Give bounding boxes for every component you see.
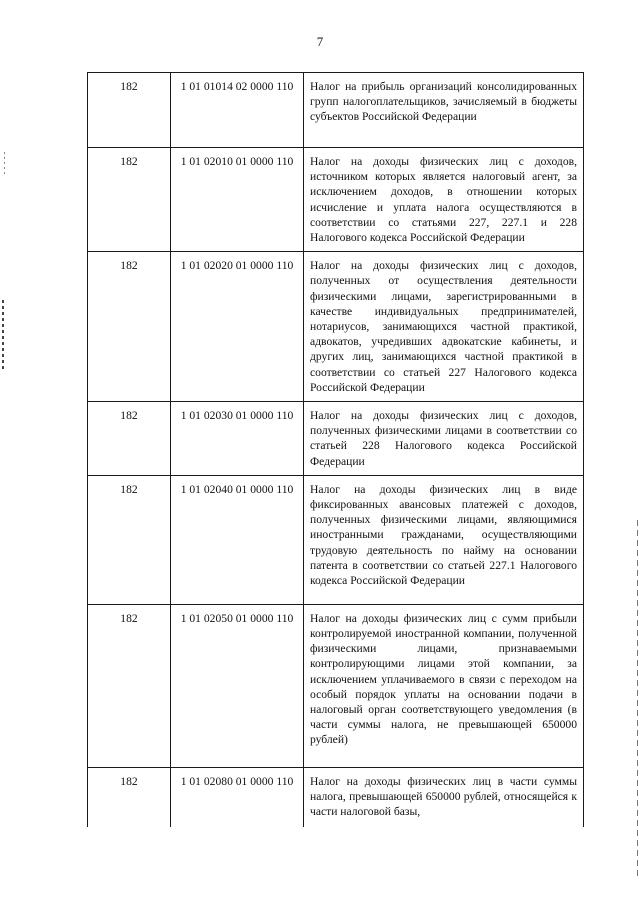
revenue-name-text: Налог на доходы физических лиц в части суммы налога, превышающей 650000 рублей, относящейся к части налоговой базы,	[310, 774, 577, 819]
revenue-name-cell	[304, 252, 584, 402]
budget-code-cell: 1 01 02080 01 0000 110	[171, 767, 304, 827]
admin-code-cell: 182	[88, 604, 171, 767]
margin-binding-mark	[2, 300, 4, 370]
table-row	[88, 402, 584, 476]
margin-scan-mark	[4, 152, 5, 176]
revenue-name-cell	[304, 148, 584, 252]
revenue-codes-table	[87, 72, 584, 827]
admin-code-cell: 182	[88, 73, 171, 148]
revenue-name-text: Налог на доходы физических лиц с доходов, полученных физическими лицами в соответствии со статьей 228 Налогового кодекса Российской Федерации	[310, 409, 577, 468]
revenue-name-text: Налог на прибыль организаций консолидированных групп налогоплательщиков, зачисляемый в бюджеты субъектов Российской Федерации	[310, 80, 577, 124]
table-row	[88, 767, 584, 827]
budget-code-cell: 1 01 02020 01 0000 110	[171, 252, 304, 402]
admin-code-cell: 182	[88, 402, 171, 476]
admin-code-cell: 182	[88, 475, 171, 604]
revenue-name-cell	[304, 475, 584, 604]
budget-code-cell: 1 01 02040 01 0000 110	[171, 475, 304, 604]
table-row	[88, 252, 584, 402]
table-row	[88, 475, 584, 604]
admin-code-cell: 182	[88, 252, 171, 402]
admin-code-cell: 182	[88, 767, 171, 827]
revenue-name-cell	[304, 402, 584, 476]
table-row	[88, 604, 584, 767]
page-number: 7	[316, 34, 324, 49]
table-row	[88, 73, 584, 148]
revenue-name-text: Налог на доходы физических лиц в виде фиксированных авансовых платежей с доходов, полученных физическими лицами, являющимися иностранными гражданами, осуществляющими трудовую деятельность по найму на основании патента в соответствии со статьей 227.1 Налогового кодекса Российской Федерации	[310, 482, 577, 588]
revenue-name-cell	[304, 604, 584, 767]
budget-code-cell: 1 01 02050 01 0000 110	[171, 604, 304, 767]
budget-code-cell: 1 01 02030 01 0000 110	[171, 402, 304, 476]
revenue-name-text: Налог на доходы физических лиц с доходов, полученных от осуществления деятельности физическими лицами, зарегистрированными в качестве индивидуальных предпринимателей, нотариусов, занимающихся частной практикой, адвокатов, учредивших адвокатские кабинеты, и других лиц, занимающихся частной практикой в соответствии со статьей 227 Налогового кодекса Российской Федерации	[310, 259, 577, 394]
revenue-name-cell	[304, 767, 584, 827]
revenue-name-cell	[304, 73, 584, 148]
budget-code-cell: 1 01 02010 01 0000 110	[171, 148, 304, 252]
table-row	[88, 148, 584, 252]
revenue-name-text: Налог на доходы физических лиц с сумм прибыли контролируемой иностранной компании, полученной физическими лицами, признаваемыми контролирующими лицами этой компании, за исключением уплачиваемого в связи с переходом на особый порядок уплаты на основании подачи в налоговый орган соответствующего уведомления (в части суммы налога, не превышающей 650000 рублей)	[310, 611, 577, 747]
budget-code-cell: 1 01 01014 02 0000 110	[171, 73, 304, 148]
revenue-name-text: Налог на доходы физических лиц с доходов, источником которых является налоговый агент, за исключением доходов, в отношении которых исчисление и уплата налога осуществляются в соответствии со статьями 227, 227.1 и 228 Налогового кодекса Российской Федерации	[310, 155, 577, 245]
admin-code-cell: 182	[88, 148, 171, 252]
right-edge-scan-line	[637, 520, 638, 880]
